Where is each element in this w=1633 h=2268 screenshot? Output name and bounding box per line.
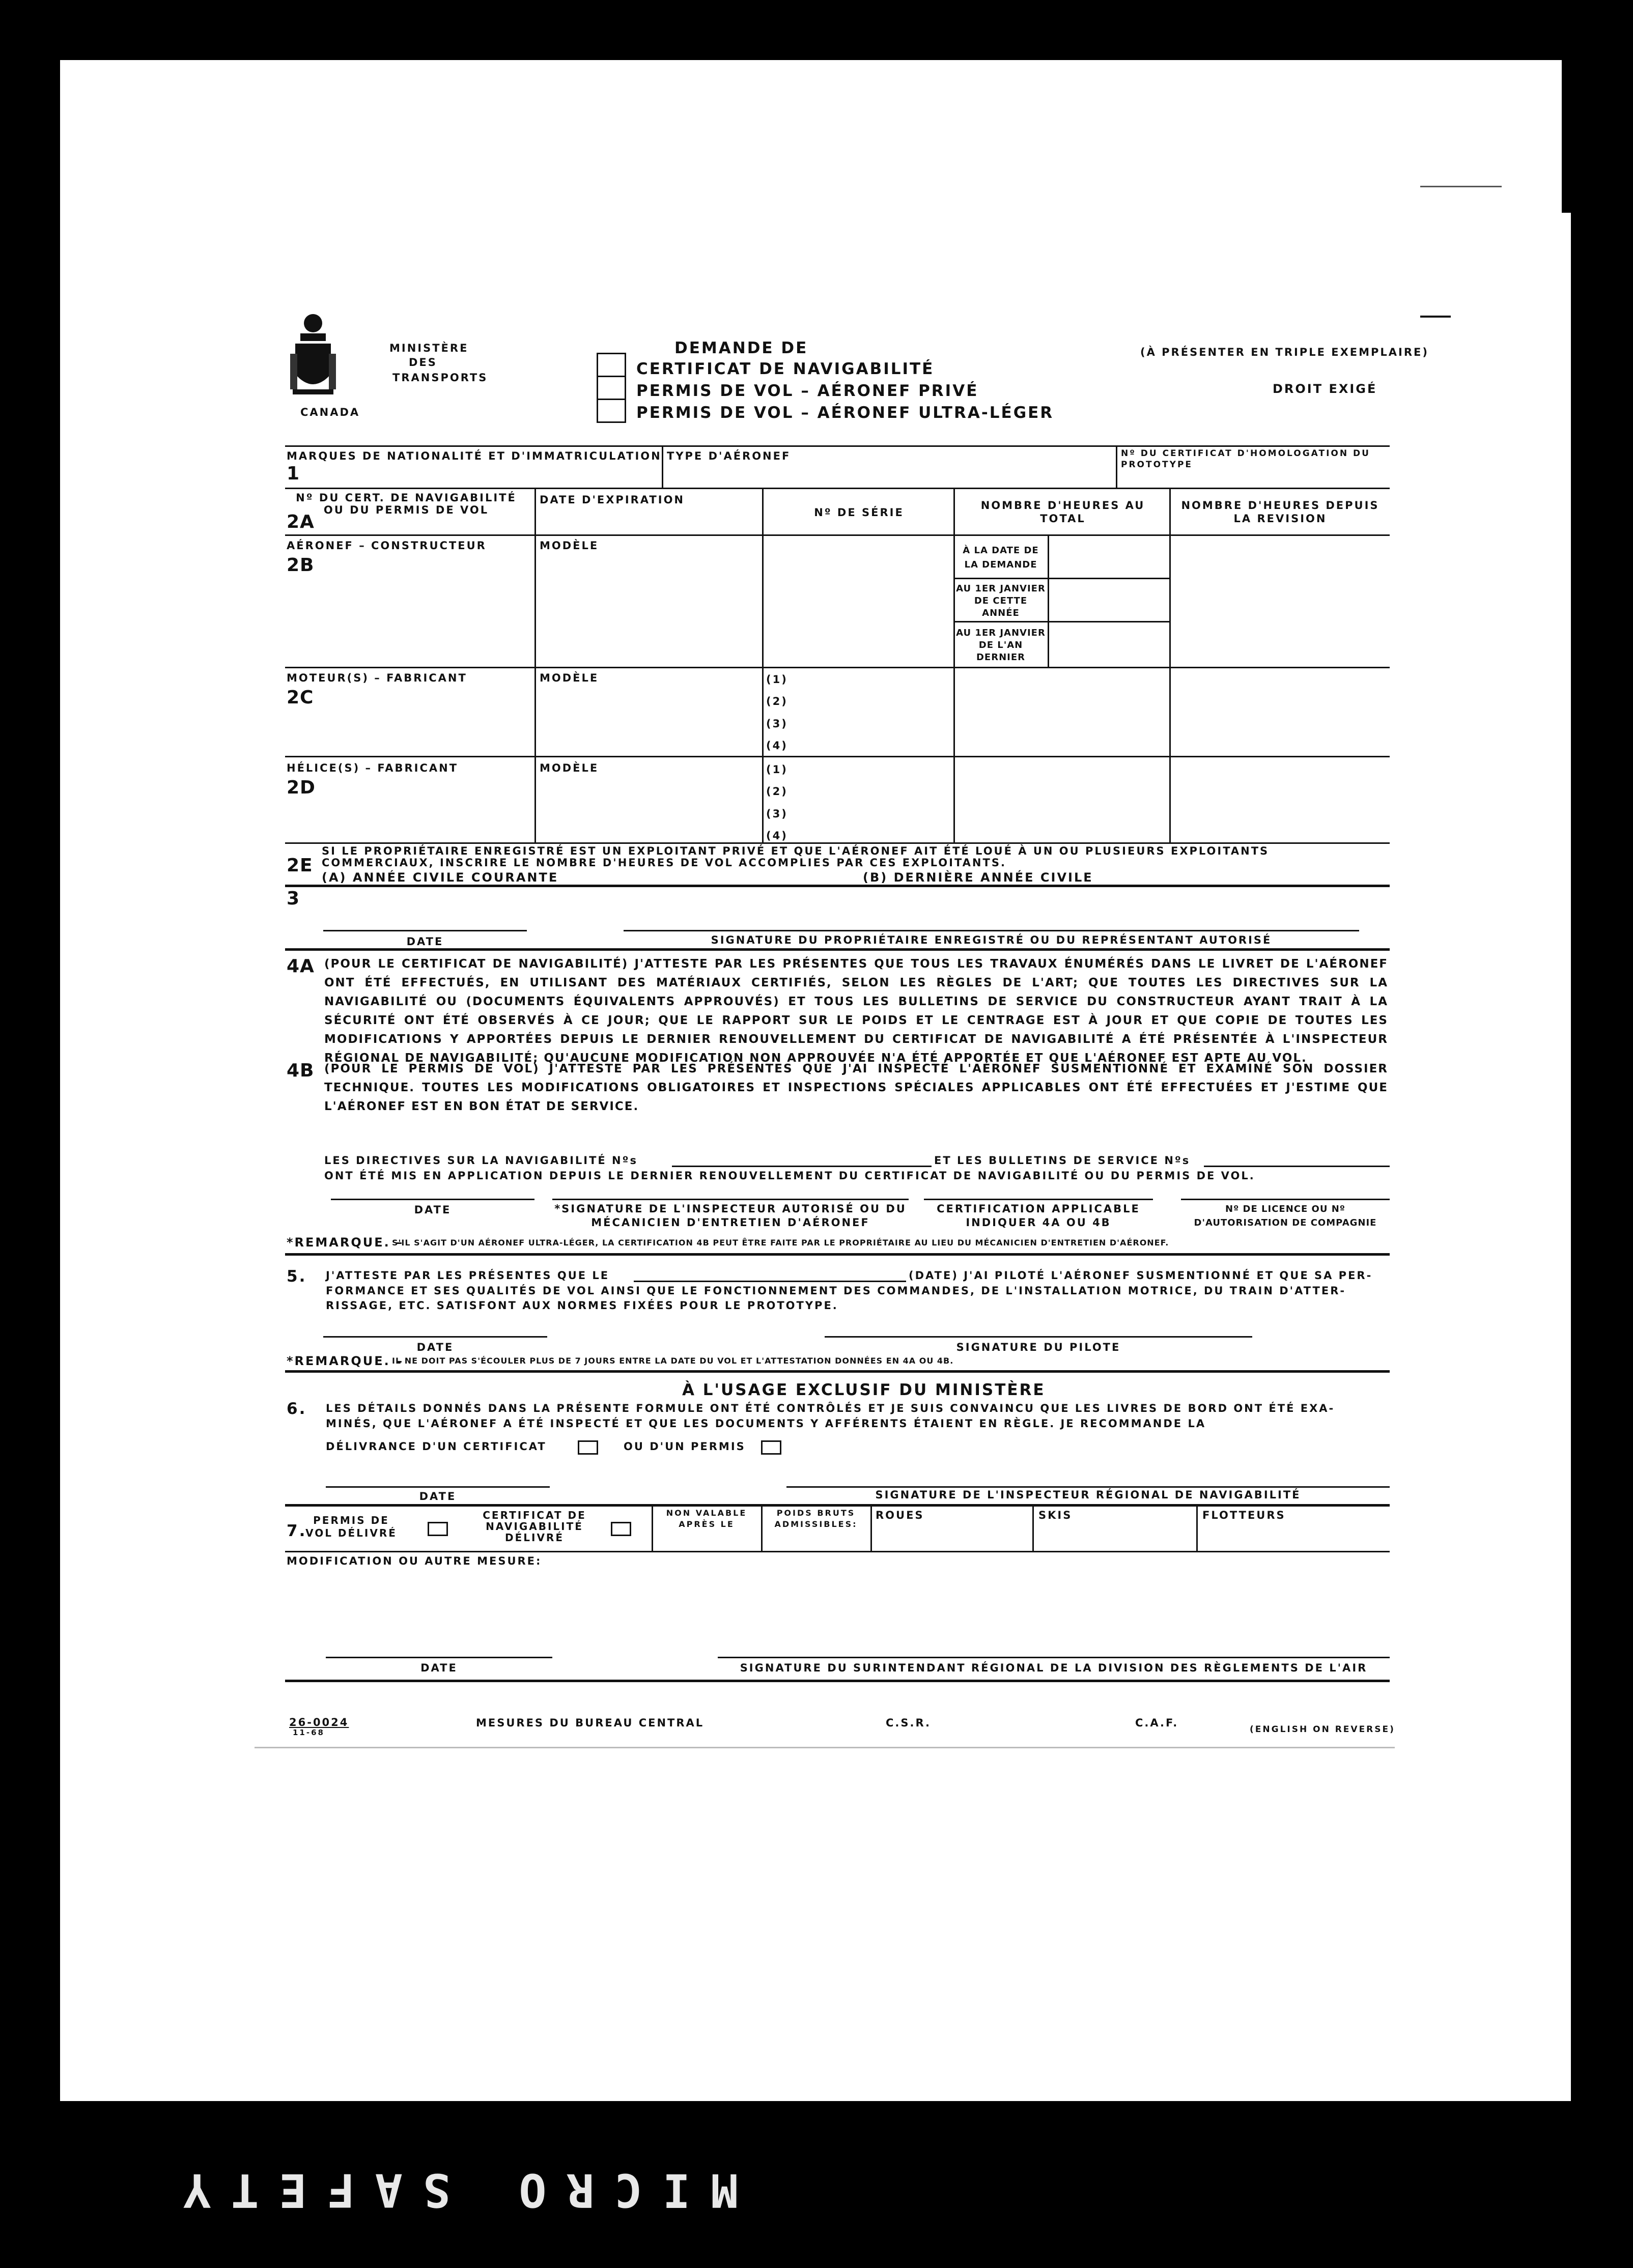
- last-year-label: (B) DERNIÈRE ANNÉE CIVILE: [863, 870, 1093, 885]
- model-label: MODÈLE: [540, 540, 599, 552]
- microfilm-stamp: MICRO SAFETY: [163, 2163, 739, 2217]
- applicable-cert-label: CERTIFICATION APPLICABLE INDIQUER 4A OU 4B: [937, 1203, 1140, 1229]
- option3-label: PERMIS DE VOL – AÉRONEF ULTRA-LÉGER: [636, 404, 1054, 422]
- scan-mark: [1420, 186, 1502, 187]
- date-label: DATE: [416, 1341, 454, 1353]
- section2b-number: 2B: [287, 555, 315, 576]
- licence-label: Nº DE LICENCE OU Nº D'AUTORISATION DE COMPAGNIE: [1194, 1204, 1377, 1228]
- hours-row1-label: À LA DATE DE LA DEMANDE: [963, 545, 1039, 570]
- engine-slot: (2): [766, 695, 788, 707]
- divider: [870, 1506, 872, 1552]
- fee-note: DROIT EXIGÉ: [1273, 382, 1377, 396]
- issue-cert-label: DÉLIVRANCE D'UN CERTIFICAT: [326, 1440, 547, 1453]
- signature-line[interactable]: [718, 1657, 1390, 1658]
- ministry-line2: DES: [409, 356, 437, 368]
- date-line[interactable]: [323, 930, 527, 931]
- rule: [285, 756, 1390, 757]
- modification-label: MODIFICATION OU AUTRE MESURE:: [287, 1555, 542, 1567]
- issue-permit-label: OU D'UN PERMIS: [624, 1440, 746, 1453]
- date-label: DATE: [420, 1662, 458, 1674]
- permit-issued-label: PERMIS DE VOL DÉLIVRÉ: [305, 1514, 397, 1539]
- english-reverse-note: (ENGLISH ON REVERSE): [1250, 1724, 1395, 1735]
- serial-label: Nº DE SÉRIE: [814, 506, 904, 519]
- owner-signature-label: SIGNATURE DU PROPRIÉTAIRE ENREGISTRÉ OU DU REPRÉSENTANT AUTORISÉ: [711, 934, 1272, 946]
- option1-checkbox[interactable]: [597, 353, 626, 377]
- divider: [1169, 488, 1171, 844]
- floats-label: FLOTTEURS: [1202, 1509, 1286, 1521]
- remark-text: S'IL S'AGIT D'UN AÉRONEF ULTRA-LÉGER, LA CERTIFICATION 4B PEUT ÊTRE FAITE PAR LE PROPRIÉTAIRE AU LIEU DU MÉCANICIEN D'ENTRETIEN D'AÉRONEF.: [392, 1238, 1169, 1248]
- csr-label: C.S.R.: [886, 1717, 932, 1729]
- divider: [662, 445, 663, 488]
- remark-label: *REMARQUE. –: [287, 1235, 404, 1250]
- rule: [953, 578, 1170, 579]
- rule: [285, 885, 1390, 887]
- rule: [285, 488, 1390, 489]
- leasing-text-line2: COMMERCIAUX, INSCRIRE LE NOMBRE D'HEURES DE VOL ACCOMPLIES PAR CES EXPLOITANTS.: [322, 857, 1006, 869]
- inspector-signature-label: *SIGNATURE DE L'INSPECTEUR AUTORISÉ OU DU MÉCANICIEN D'ENTRETIEN D'AÉRONEF: [554, 1203, 907, 1229]
- certification-4a-text: (POUR LE CERTIFICAT DE NAVIGABILITÉ) J'ATTESTE PAR LES PRÉSENTES QUE TOUS LES TRAVAUX ÉNUMÉRÉS DANS LE LIVRET DE L'AÉRONEF ONT ÉTÉ EFFECTUÉS, EN UTILISANT DES MATÉRIAUX CERTIFIÉS, SELON LES RÈGLES DE L'ART; QUE TOUTES LES DIRECTIVES SUR LA NAVIGABILITÉ OU (DOCUMENTS ÉQUIVALENTS APPROUVÉS) ET TOUS LES BULLETINS DE SERVICE DU CONSTRUCTEUR AYANT TRAIT À LA SÉCURITÉ ONT ÉTÉ OBSERVÉS À CE JOUR; QUE LE RAPPORT SUR LE POIDS ET LE CENTRAGE EST À JOUR ET QUE COPIE DE TOUTES LES MODIFICATIONS Y APPORTÉES DEPUIS LE DERNIER RENOUVELLEMENT DU CERTIFICAT DE NAVIGABILITÉ A ÉTÉ PRÉSENTÉE À L'INSPECTEUR RÉGIONAL DE NAVIGABILITÉ; QU'AUCUNE MODIFICATION NON APPROUVÉE N'A ÉTÉ APPORTÉE ET QUE L'AÉRONEF EST APTE AU VOL.: [324, 957, 1388, 1065]
- divider: [1196, 1506, 1198, 1552]
- rule: [285, 948, 1390, 951]
- signature-line[interactable]: [624, 930, 1359, 931]
- directives-input-line[interactable]: [672, 1166, 932, 1167]
- licence-line[interactable]: [1181, 1199, 1390, 1200]
- date-line[interactable]: [323, 1336, 547, 1338]
- engine-slot: (1): [766, 673, 788, 686]
- section2e-number: 2E: [287, 855, 313, 876]
- form-date: 11-68: [293, 1728, 325, 1737]
- date-line[interactable]: [326, 1486, 550, 1488]
- request-title: DEMANDE DE: [674, 339, 808, 357]
- aircraft-maker-label: AÉRONEF – CONSTRUCTEUR: [287, 540, 487, 552]
- section7-number: 7.: [287, 1522, 307, 1540]
- model-label: MODÈLE: [540, 762, 599, 774]
- expiry-label: DATE D'EXPIRATION: [540, 494, 685, 506]
- divider: [1116, 445, 1117, 488]
- certification-4b-text: (POUR LE PERMIS DE VOL) J'ATTESTE PAR LES PRÉSENTES QUE J'AI INSPECTÉ L'AÉRONEF SUSMENTIONNÉ ET EXAMINÉ SON DOSSIER TECHNIQUE. TOUTES LES MODIFICATIONS OBLIGATOIRES ET INSPECTIONS SPÉCIALES APPLICABLES ONT ÉTÉ EFFECTUÉES ET J'ESTIME QUE L'AÉRONEF EST EN BON ÉTAT DE SERVICE.: [324, 1062, 1388, 1113]
- signature-line[interactable]: [825, 1336, 1252, 1338]
- rule: [285, 534, 1390, 536]
- engine-maker-label: MOTEUR(S) – FABRICANT: [287, 672, 467, 684]
- caf-label: C.A.F.: [1135, 1717, 1179, 1729]
- ministry-line1: MINISTÈRE: [389, 342, 469, 354]
- ministry-use-heading: À L'USAGE EXCLUSIF DU MINISTÈRE: [682, 1381, 1046, 1399]
- prototype-cert-label: Nº DU CERTIFICAT D'HOMOLOGATION DU PROTOTYPE: [1121, 448, 1370, 470]
- form-number: 26-0024: [289, 1716, 349, 1728]
- pilot-signature-label: SIGNATURE DU PILOTE: [956, 1341, 1121, 1353]
- hours-revision-label: NOMBRE D'HEURES DEPUIS LA REVISION: [1181, 499, 1379, 525]
- superintendent-signature-label: SIGNATURE DU SURINTENDANT RÉGIONAL DE LA DIVISION DES RÈGLEMENTS DE L'AIR: [740, 1662, 1368, 1674]
- hours-total-label: NOMBRE D'HEURES AU TOTAL: [980, 499, 1145, 525]
- divider: [1032, 1506, 1034, 1552]
- section2a-number: 2A: [287, 512, 315, 532]
- option2-label: PERMIS DE VOL – AÉRONEF PRIVÉ: [636, 382, 979, 400]
- leasing-text-line1: SI LE PROPRIÉTAIRE ENREGISTRÉ EST UN EXPLOITANT PRIVÉ ET QUE L'AÉRONEF AIT ÉTÉ LOUÉ À UN OU PLUSIEURS EXPLOITANTS: [322, 845, 1270, 857]
- rule: [255, 1747, 1395, 1748]
- flight-date-line[interactable]: [634, 1281, 906, 1282]
- remark-label: *REMARQUE. –: [287, 1354, 404, 1368]
- applied-text: ONT ÉTÉ MIS EN APPLICATION DEPUIS LE DERNIER RENOUVELLEMENT DU CERTIFICAT DE NAVIGABILITÉ OU DU PERMIS DE VOL.: [324, 1170, 1255, 1182]
- certification-line[interactable]: [924, 1199, 1153, 1200]
- flight-text-a: J'ATTESTE PAR LES PRÉSENTES QUE LE: [326, 1269, 610, 1282]
- signature-line[interactable]: [552, 1199, 909, 1200]
- engine-slot: (4): [766, 740, 788, 752]
- propeller-slot: (4): [766, 830, 788, 842]
- flight-text-b: (DATE) J'AI PILOTÉ L'AÉRONEF SUSMENTIONNÉ ET QUE SA PER-: [909, 1269, 1373, 1282]
- hours-row3-label: AU 1ER JANVIER DE L'AN DERNIER: [956, 628, 1046, 663]
- option3-checkbox[interactable]: [597, 399, 626, 423]
- issue-cert-checkbox[interactable]: [578, 1440, 598, 1455]
- signature-line[interactable]: [786, 1486, 1390, 1488]
- section4b-number: 4B: [287, 1060, 315, 1081]
- rule: [285, 667, 1390, 668]
- scan-mark: [1420, 316, 1451, 318]
- directives-label: LES DIRECTIVES SUR LA NAVIGABILITÉ Nºs: [324, 1154, 638, 1167]
- rule: [953, 621, 1170, 622]
- regional-inspector-signature-label: SIGNATURE DE L'INSPECTEUR RÉGIONAL DE NAVIGABILITÉ: [875, 1489, 1301, 1501]
- rule: [285, 1504, 1390, 1507]
- permit-issued-checkbox[interactable]: [428, 1522, 448, 1536]
- date-line[interactable]: [331, 1199, 534, 1200]
- hours-row2-label: AU 1ER JANVIER DE CETTE ANNÉE: [956, 583, 1046, 618]
- aircraft-type-label: TYPE D'AÉRONEF: [667, 450, 791, 462]
- section2d-number: 2D: [287, 777, 316, 798]
- bulletins-input-line[interactable]: [1204, 1166, 1390, 1167]
- bulletins-label: ET LES BULLETINS DE SERVICE Nºs: [934, 1154, 1191, 1167]
- rule: [285, 1253, 1390, 1256]
- section6-number: 6.: [287, 1400, 307, 1418]
- rule: [285, 445, 1390, 447]
- date-label: DATE: [414, 1204, 452, 1216]
- current-year-label: (A) ANNÉE CIVILE COURANTE: [322, 870, 559, 885]
- country-label: CANADA: [300, 406, 360, 418]
- cert-no-label: Nº DU CERT. DE NAVIGABILITÉ OU DU PERMIS DE VOL: [296, 492, 517, 516]
- section4a-number: 4A: [287, 956, 315, 977]
- model-label: MODÈLE: [540, 672, 599, 684]
- divider: [534, 488, 536, 844]
- review-text-b: MINÉS, QUE L'AÉRONEF A ÉTÉ INSPECTÉ ET QUE LES DOCUMENTS Y AFFÉRENTS ÉTAIENT EN RÈGLE. JE RECOMMANDE LA: [326, 1418, 1206, 1430]
- section2c-number: 2C: [287, 687, 314, 708]
- skis-label: SKIS: [1038, 1509, 1073, 1521]
- marks-label: MARQUES DE NATIONALITÉ ET D'IMMATRICULATION: [287, 450, 662, 462]
- date-label: DATE: [406, 935, 444, 948]
- invalid-after-label: NON VALABLE APRÈS LE: [666, 1508, 747, 1529]
- propeller-slot: (2): [766, 785, 788, 798]
- date-label: DATE: [419, 1490, 457, 1502]
- rule: [285, 1551, 1390, 1552]
- triplicate-note: (À PRÉSENTER EN TRIPLE EXEMPLAIRE): [1140, 346, 1429, 358]
- rule: [285, 1680, 1390, 1682]
- section5-number: 5.: [287, 1267, 307, 1286]
- remark-text: IL NE DOIT PAS S'ÉCOULER PLUS DE 7 JOURS ENTRE LA DATE DU VOL ET L'ATTESTATION DONNÉES EN 4A OU 4B.: [392, 1356, 954, 1366]
- propeller-slot: (3): [766, 808, 788, 820]
- gross-weight-label: POIDS BRUTS ADMISSIBLES:: [774, 1508, 858, 1529]
- flight-text-d: RISSAGE, ETC. SATISFONT AUX NORMES FIXÉES POUR LE PROTOTYPE.: [326, 1299, 838, 1312]
- issue-permit-checkbox[interactable]: [761, 1440, 781, 1455]
- ministry-line3: TRANSPORTS: [392, 372, 488, 384]
- section1-number: 1: [287, 463, 300, 484]
- coat-of-arms-icon: [290, 308, 336, 410]
- wheels-label: ROUES: [876, 1509, 924, 1521]
- rule: [285, 1370, 1390, 1373]
- divider: [953, 488, 955, 844]
- option2-checkbox[interactable]: [597, 376, 626, 400]
- propeller-maker-label: HÉLICE(S) – FABRICANT: [287, 762, 459, 774]
- cert-issued-label: CERTIFICAT DE NAVIGABILITÉ DÉLIVRÉ: [483, 1509, 586, 1544]
- flight-text-c: FORMANCE ET SES QUALITÉS DE VOL AINSI QUE LE FONCTIONNEMENT DES COMMANDES, DE L'INSTALLATION MOTRICE, DU TRAIN D'ATTER-: [326, 1285, 1346, 1297]
- propeller-slot: (1): [766, 763, 788, 776]
- date-line[interactable]: [326, 1657, 552, 1658]
- option1-label: CERTIFICAT DE NAVIGABILITÉ: [636, 360, 935, 378]
- central-office-label: MESURES DU BUREAU CENTRAL: [476, 1717, 705, 1729]
- rule: [285, 842, 1390, 844]
- cert-issued-checkbox[interactable]: [611, 1522, 631, 1536]
- section3-number: 3: [287, 888, 300, 909]
- divider: [1048, 534, 1049, 667]
- review-text-a: LES DÉTAILS DONNÉS DANS LA PRÉSENTE FORMULE ONT ÉTÉ CONTRÔLÉS ET JE SUIS CONVAINCU QUE LES LIVRES DE BORD ONT ÉTÉ EXA-: [326, 1402, 1335, 1414]
- divider: [762, 488, 764, 844]
- scan-edge: [1562, 60, 1571, 213]
- engine-slot: (3): [766, 718, 788, 730]
